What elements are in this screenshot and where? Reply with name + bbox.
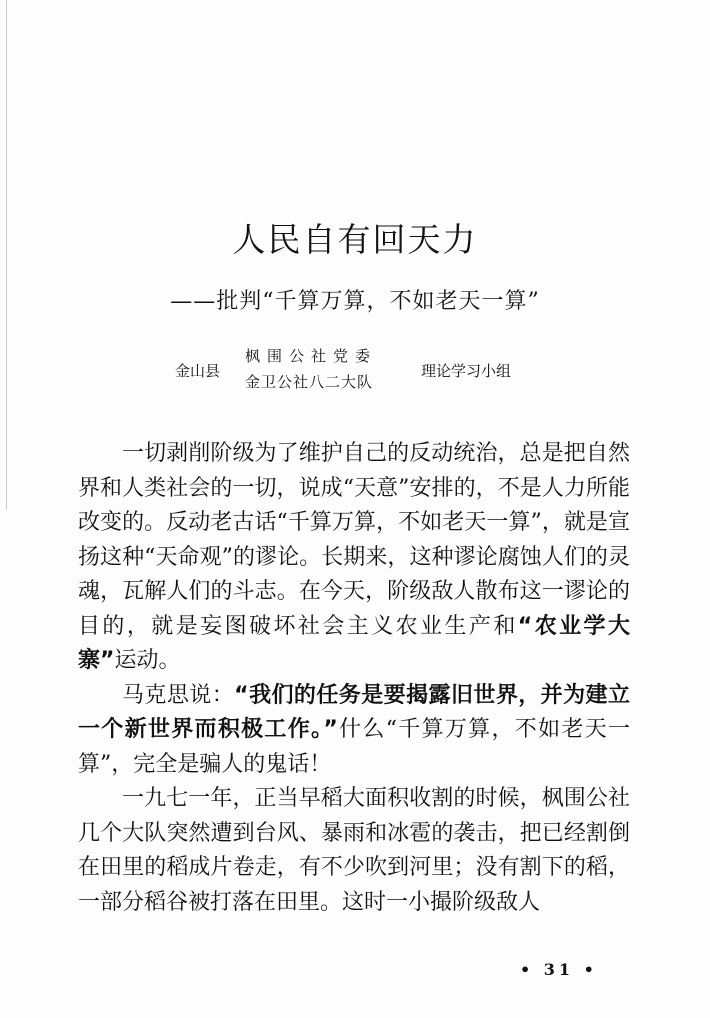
article-title: 人民自有回天力 [232,220,478,259]
byline-study-group: 理论学习小组 [421,362,512,380]
page-number: • 31 • [520,960,598,979]
paragraph-2 [78,679,630,783]
paragraph-3 [78,782,630,920]
paragraph-1-text-b: 运动。 [114,648,181,673]
byline-county: 金山县 [175,362,221,380]
article-body [78,437,630,920]
article-subtitle: ——批判“千算万算，不如老天一算” [170,289,540,314]
author-byline [175,345,555,397]
paragraph-2-text-a: 马克思说： [122,682,235,708]
byline-party-committee: 枫围公社党委 [245,347,378,365]
paragraph-3-text: 一九七一年，正当早稻大面积收割的时候，枫围公社几个大队突然遭到台风、暴雨和冰雹的袭击，把已经割倒在田里的稻成片卷走，有不少吹到河里；没有割下的稻，一部分稻谷被打落在田里。这时一小撮阶级敌人 [78,786,630,915]
paragraph-1 [78,437,630,679]
byline-brigade: 金卫公社八二大队 [245,373,374,391]
marx-quote: “我们的任务是要揭露旧世界，并为建立一个新世界而积极工作。” [78,682,630,742]
paragraph-1-emphasis: “农业学大寨” [78,613,630,673]
paragraph-2-text-b: 什么“千算万算，不如老天一算”，完全是骗人的鬼话！ [78,717,631,777]
paragraph-1-text-a: 一切剥削阶级为了维护自己的反动统治，总是把自然界和人类社会的一切，说成“天意”安排的，不是人力所能改变的。反动老古话“千算万算，不如老天一算”，就是宣扬这种“天命观”的谬论。长期来，这种谬论腐蚀人们的灵魂，瓦解人们的斗志。在今天，阶级敌人散布这一谬论的目的，就是妄图破坏社会主义农业生产和 [78,441,630,639]
